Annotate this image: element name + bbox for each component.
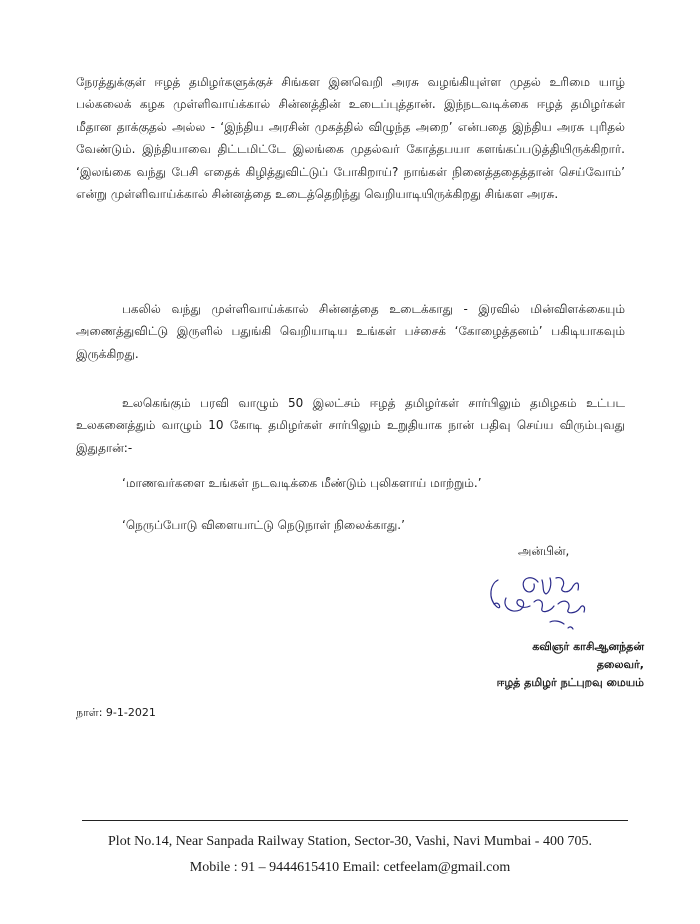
signatory-title: தலைவர், <box>596 658 644 671</box>
body-paragraph-3 <box>76 392 625 459</box>
body-paragraph-2-text: பகலில் வந்து முள்ளிவாய்க்கால் சின்னத்தை உடைக்காது - இரவில் மின்விளக்கையும் அணைத்துவிட்டு இருளில் பதுங்கி வெறியாடிய உங்கள் பச்சைக் ‘கோழைத்தனம்’ பகிடியாகவும் இருக்கிறது. <box>76 302 625 361</box>
body-paragraph-3-text: உலகெங்கும் பரவி வாழும் 50 இலட்சம் ஈழத் தமிழர்கள் சார்பிலும் தமிழகம் உட்பட உலகனைத்தும் வாழும் 10 கோடி தமிழர்கள் சார்பிலும் உறுதியாக நான் பதிவு செய்ய விரும்புவது இதுதான்:- <box>76 396 625 455</box>
footer-contact: Mobile : 91 – 9444615410 Email: cetfeelam@gmail.com <box>189 860 511 875</box>
signature-block <box>497 638 644 692</box>
body-paragraph-1: நேரத்துக்குள் ஈழத் தமிழர்களுக்குச் சிங்கள இனவெறி அரசு வழங்கியுள்ள முதல் உரிமை யாழ் பல்கலைக் கழக முள்ளிவாய்க்கால் சின்னத்தின் உடைப்புத்தான். இந்நடவடிக்கை ஈழத் தமிழர்கள் மீதான தாக்குதல் அல்ல - ‘இந்திய அரசின் முகத்தில் விழுந்த அறை’ என்பதை இந்திய அரசு புரிதல் வேண்டும். இந்தியாவை திட்டமிட்டே இலங்கை முதல்வர் கோத்தபயா களங்கப்படுத்தியிருக்கிறார். ‘இலங்கை வந்து பேசி எதைக் கிழித்துவிட்டுப் போகிறாய்? நாங்கள் நினைத்ததைத்தான் செய்வோம்’ என்று முள்ளிவாய்க்கால் சின்னத்தை உடைத்தெறிந்து வெறியாடியிருக்கிறது சிங்கள அரசு. <box>76 75 625 202</box>
footer-address: Plot No.14, Near Sanpada Railway Station, Sector-30, Vashi, Navi Mumbai - 400 705. <box>108 834 592 849</box>
letter-date: நாள்: 9-1-2021 <box>76 706 156 719</box>
organization-name: ஈழத் தமிழர் நட்புறவு மையம் <box>496 676 644 689</box>
handwritten-signature <box>480 570 596 634</box>
footer-divider <box>82 820 628 821</box>
body-paragraph-2 <box>76 298 625 365</box>
signatory-name: கவிஞர் காசிஆனந்தன் <box>532 640 644 653</box>
quote-1: ‘மாணவர்களை உங்கள் நடவடிக்கை மீண்டும் புலிகளாய் மாற்றும்.’ <box>122 476 482 490</box>
closing-salutation: அன்பின், <box>518 544 570 558</box>
quote-2: ‘நெருப்போடு விளையாட்டு நெடுநாள் நிலைக்காது.’ <box>122 518 405 532</box>
